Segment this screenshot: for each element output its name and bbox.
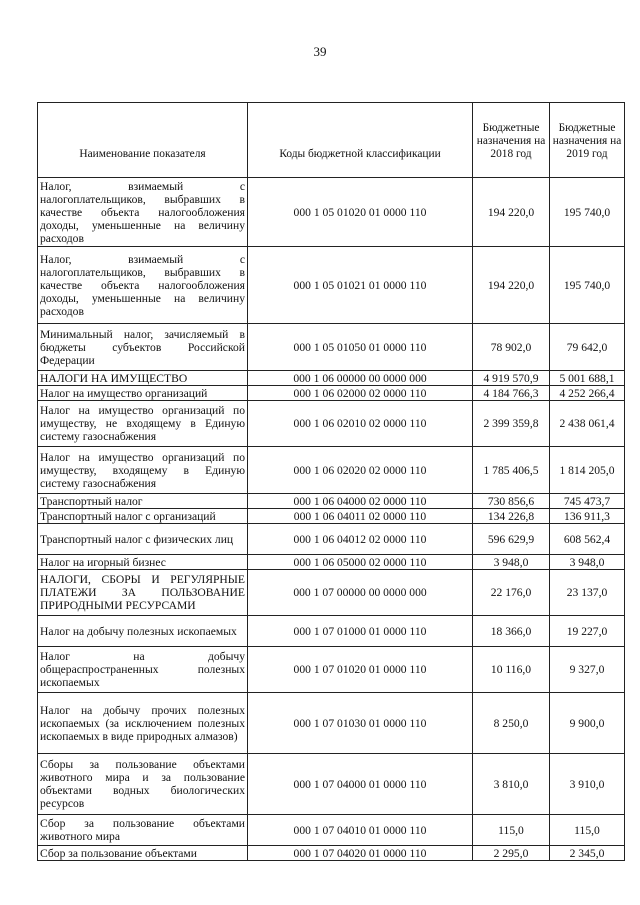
table-header-row — [38, 103, 625, 178]
row-value-2018: 4 184 766,3 — [473, 386, 550, 401]
row-code: 000 1 05 01020 01 0000 110 — [248, 178, 473, 247]
row-code: 000 1 07 04020 01 0000 110 — [248, 846, 473, 861]
row-value-2018: 18 366,0 — [473, 616, 550, 647]
row-code: 000 1 07 00000 00 0000 000 — [248, 570, 473, 616]
row-value-2018: 194 220,0 — [473, 247, 550, 324]
row-value-2019: 3 910,0 — [550, 754, 625, 815]
row-value-2019: 79 642,0 — [550, 324, 625, 371]
row-name: НАЛОГИ НА ИМУЩЕСТВО — [38, 371, 248, 386]
row-value-2019: 195 740,0 — [550, 178, 625, 247]
row-name: Налог, взимаемый с налогоплательщиков, выбравших в качестве объекта налогообложения доходы, уменьшенные на величину расходов — [38, 247, 248, 324]
table-row — [38, 447, 625, 494]
row-value-2018: 8 250,0 — [473, 693, 550, 754]
row-value-2019: 3 948,0 — [550, 555, 625, 570]
row-value-2018: 78 902,0 — [473, 324, 550, 371]
row-value-2019: 9 900,0 — [550, 693, 625, 754]
header-indicator-name: Наименование показателя — [38, 103, 248, 178]
row-name: Налог на имущество организаций — [38, 386, 248, 401]
row-code: 000 1 06 00000 00 0000 000 — [248, 371, 473, 386]
budget-table — [37, 102, 625, 861]
row-name: Сбор за пользование объектами животного мира — [38, 815, 248, 846]
row-value-2018: 115,0 — [473, 815, 550, 846]
row-value-2019: 9 327,0 — [550, 647, 625, 693]
row-value-2019: 2 438 061,4 — [550, 401, 625, 447]
row-name: Транспортный налог с организаций — [38, 509, 248, 524]
page-number: 39 — [313, 44, 327, 59]
row-value-2019: 23 137,0 — [550, 570, 625, 616]
row-code: 000 1 07 01030 01 0000 110 — [248, 693, 473, 754]
row-name: Налог, взимаемый с налогоплательщиков, выбравших в качестве объекта налогообложения доходы, уменьшенные на величину расходов — [38, 178, 248, 247]
row-value-2018: 194 220,0 — [473, 178, 550, 247]
row-value-2018: 4 919 570,9 — [473, 371, 550, 386]
table-row — [38, 815, 625, 846]
row-value-2018: 730 856,6 — [473, 494, 550, 509]
row-name: Налог на добычу полезных ископаемых — [38, 616, 248, 647]
row-name: Минимальный налог, зачисляемый в бюджеты субъектов Российской Федерации — [38, 324, 248, 371]
row-value-2019: 5 001 688,1 — [550, 371, 625, 386]
table-row — [38, 616, 625, 647]
row-name: Налог на имущество организаций по имуществу, не входящему в Единую систему газоснабжения — [38, 401, 248, 447]
row-value-2019: 745 473,7 — [550, 494, 625, 509]
table-row — [38, 509, 625, 524]
row-value-2019: 608 562,4 — [550, 524, 625, 555]
row-value-2018: 596 629,9 — [473, 524, 550, 555]
row-code: 000 1 06 02010 02 0000 110 — [248, 401, 473, 447]
table-row — [38, 754, 625, 815]
row-value-2018: 10 116,0 — [473, 647, 550, 693]
row-code: 000 1 06 04011 02 0000 110 — [248, 509, 473, 524]
table-row — [38, 494, 625, 509]
row-value-2018: 2 399 359,8 — [473, 401, 550, 447]
row-value-2018: 134 226,8 — [473, 509, 550, 524]
row-code: 000 1 06 05000 02 0000 110 — [248, 555, 473, 570]
row-name: Налог на добычу общераспространенных полезных ископаемых — [38, 647, 248, 693]
header-budget-2019: Бюджетные назначения на 2019 год — [550, 103, 625, 178]
row-value-2019: 115,0 — [550, 815, 625, 846]
row-name: Налог на имущество организаций по имуществу, входящему в Единую систему газоснабжения — [38, 447, 248, 494]
row-name: Сбор за пользование объектами — [38, 846, 248, 861]
row-name: Транспортный налог — [38, 494, 248, 509]
row-value-2019: 195 740,0 — [550, 247, 625, 324]
row-value-2019: 136 911,3 — [550, 509, 625, 524]
table-row — [38, 247, 625, 324]
header-budget-code: Коды бюджетной классификации — [248, 103, 473, 178]
table-row — [38, 386, 625, 401]
row-name: НАЛОГИ, СБОРЫ И РЕГУЛЯРНЫЕ ПЛАТЕЖИ ЗА ПОЛЬЗОВАНИЕ ПРИРОДНЫМИ РЕСУРСАМИ — [38, 570, 248, 616]
row-code: 000 1 07 01000 01 0000 110 — [248, 616, 473, 647]
row-value-2018: 2 295,0 — [473, 846, 550, 861]
row-name: Налог на добычу прочих полезных ископаемых (за исключением полезных ископаемых в виде природных алмазов) — [38, 693, 248, 754]
row-value-2019: 19 227,0 — [550, 616, 625, 647]
row-code: 000 1 07 04000 01 0000 110 — [248, 754, 473, 815]
header-budget-2018: Бюджетные назначения на 2018 год — [473, 103, 550, 178]
table-row — [38, 324, 625, 371]
row-value-2018: 1 785 406,5 — [473, 447, 550, 494]
table-row — [38, 555, 625, 570]
row-value-2018: 3 948,0 — [473, 555, 550, 570]
row-code: 000 1 06 04012 02 0000 110 — [248, 524, 473, 555]
row-code: 000 1 05 01050 01 0000 110 — [248, 324, 473, 371]
row-code: 000 1 05 01021 01 0000 110 — [248, 247, 473, 324]
table-row — [38, 570, 625, 616]
row-code: 000 1 06 04000 02 0000 110 — [248, 494, 473, 509]
row-value-2019: 2 345,0 — [550, 846, 625, 861]
row-name: Транспортный налог с физических лиц — [38, 524, 248, 555]
row-code: 000 1 06 02020 02 0000 110 — [248, 447, 473, 494]
table-row — [38, 371, 625, 386]
row-code: 000 1 06 02000 02 0000 110 — [248, 386, 473, 401]
row-value-2018: 22 176,0 — [473, 570, 550, 616]
row-name: Налог на игорный бизнес — [38, 555, 248, 570]
table-row — [38, 524, 625, 555]
table-row — [38, 178, 625, 247]
row-value-2019: 1 814 205,0 — [550, 447, 625, 494]
row-code: 000 1 07 04010 01 0000 110 — [248, 815, 473, 846]
table-row — [38, 647, 625, 693]
table-row — [38, 846, 625, 861]
table-row — [38, 693, 625, 754]
row-value-2018: 3 810,0 — [473, 754, 550, 815]
row-name: Сборы за пользование объектами животного мира и за пользование объектами водных биологических ресурсов — [38, 754, 248, 815]
row-code: 000 1 07 01020 01 0000 110 — [248, 647, 473, 693]
row-value-2019: 4 252 266,4 — [550, 386, 625, 401]
table-row — [38, 401, 625, 447]
